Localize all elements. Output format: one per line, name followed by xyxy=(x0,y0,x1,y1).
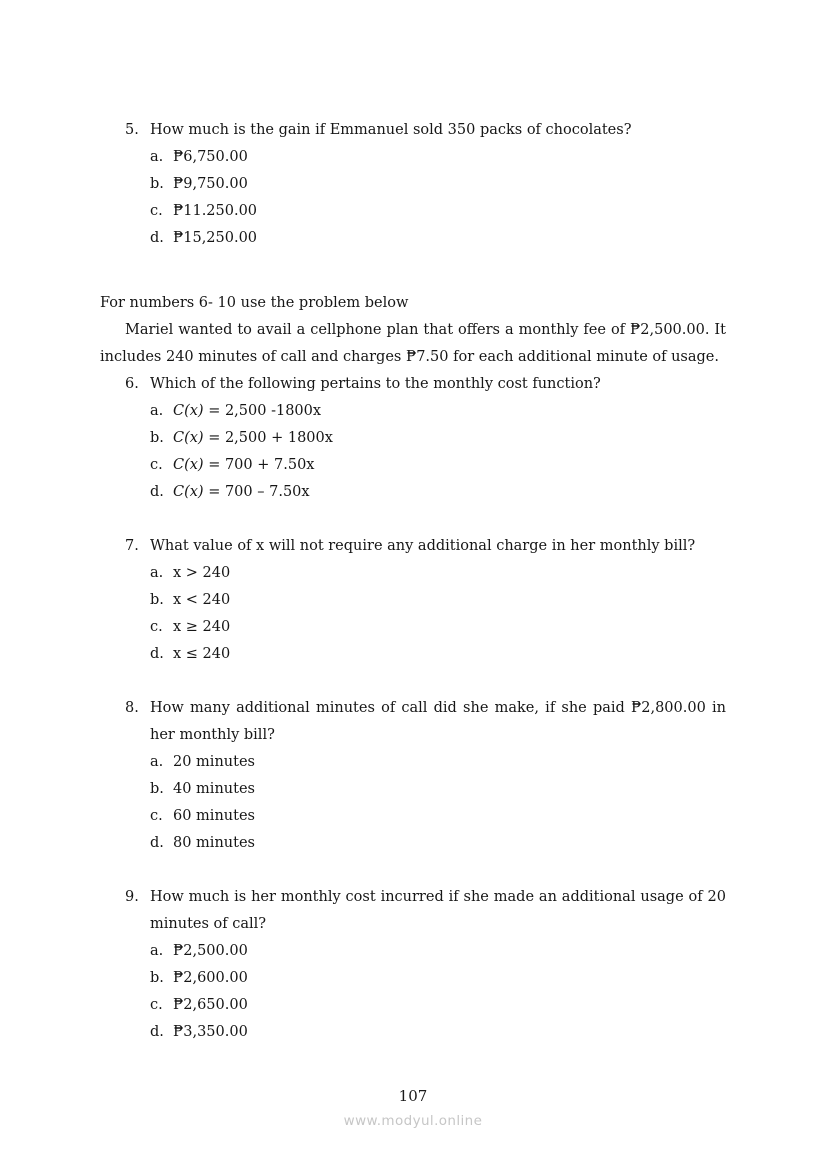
option-text: ₱15,250.00 xyxy=(173,230,258,246)
option-letter: a. xyxy=(150,754,164,770)
option-text: ₱2,650.00 xyxy=(173,997,248,1013)
option-letter: a. xyxy=(150,565,164,581)
options-list xyxy=(100,144,726,252)
option-letter: c. xyxy=(150,457,163,473)
question-line xyxy=(125,695,726,749)
options-list xyxy=(100,560,726,668)
option-b xyxy=(150,171,726,198)
option-letter: b. xyxy=(150,592,164,608)
option-letter: a. xyxy=(150,149,164,165)
option-letter: c. xyxy=(150,203,163,219)
function-notation: C(x) xyxy=(173,457,204,473)
options-list xyxy=(100,938,726,1046)
option-text: x ≤ 240 xyxy=(173,646,231,662)
problem-paragraph: Mariel wanted to avail a cellphone plan that offers a monthly fee of ₱2,500.00. It includes 240 minutes of call and charges ₱7.50 for each additional minute of usage. xyxy=(100,322,726,365)
option-text xyxy=(173,425,726,452)
option-text: x ≥ 240 xyxy=(173,619,231,635)
option-letter: b. xyxy=(150,781,164,797)
option-a xyxy=(150,560,726,587)
option-text: 60 minutes xyxy=(173,808,255,824)
option-text xyxy=(173,479,726,506)
option-letter: c. xyxy=(150,619,163,635)
option-a xyxy=(150,749,726,776)
question-line xyxy=(125,884,726,938)
question-number: 9. xyxy=(125,889,139,905)
option-b xyxy=(150,776,726,803)
option-text: x > 240 xyxy=(173,565,231,581)
option-letter: c. xyxy=(150,997,163,1013)
option-b xyxy=(150,587,726,614)
option-text: ₱3,350.00 xyxy=(173,1024,248,1040)
option-d xyxy=(150,479,726,506)
question-text: Which of the following pertains to the monthly cost function? xyxy=(150,376,601,392)
question-text: What value of x will not require any additional charge in her monthly bill? xyxy=(150,538,696,554)
option-a xyxy=(150,144,726,171)
option-a xyxy=(150,938,726,965)
question-9 xyxy=(100,884,726,1046)
page-number: 107 xyxy=(398,1087,428,1105)
question-6 xyxy=(100,371,726,506)
question-line xyxy=(125,533,726,560)
option-letter: d. xyxy=(150,835,164,851)
question-8 xyxy=(100,695,726,857)
option-equation: = 700 + 7.50x xyxy=(203,457,315,473)
option-c xyxy=(150,803,726,830)
option-c xyxy=(150,614,726,641)
question-text: How much is the gain if Emmanuel sold 350 packs of chocolates? xyxy=(150,122,632,138)
question-text: How many additional minutes of call did she make, if she paid ₱2,800.00 in her monthly bill? xyxy=(150,700,726,743)
option-c xyxy=(150,992,726,1019)
option-b xyxy=(150,965,726,992)
question-number: 8. xyxy=(125,700,139,716)
option-text xyxy=(173,398,726,425)
option-letter: b. xyxy=(150,430,164,446)
option-text xyxy=(173,452,726,479)
option-letter: d. xyxy=(150,646,164,662)
option-text: 20 minutes xyxy=(173,754,255,770)
watermark: www.modyul.online xyxy=(343,1113,483,1129)
function-notation: C(x) xyxy=(173,403,204,419)
question-7 xyxy=(100,533,726,668)
option-letter: d. xyxy=(150,230,164,246)
option-equation: = 2,500 -1800x xyxy=(203,403,322,419)
option-a xyxy=(150,398,726,425)
page-footer xyxy=(0,1086,826,1131)
question-number: 5. xyxy=(125,122,139,138)
question-number: 6. xyxy=(125,376,139,392)
option-text: ₱9,750.00 xyxy=(173,176,248,192)
question-5 xyxy=(100,117,726,252)
option-d xyxy=(150,830,726,857)
option-letter: d. xyxy=(150,484,164,500)
question-text: How much is her monthly cost incurred if she made an additional usage of 20 minutes of call? xyxy=(150,889,726,932)
options-list xyxy=(100,398,726,506)
option-letter: c. xyxy=(150,808,163,824)
option-d xyxy=(150,225,726,252)
option-letter: b. xyxy=(150,176,164,192)
option-text: ₱6,750.00 xyxy=(173,149,248,165)
option-text: ₱11.250.00 xyxy=(173,203,258,219)
option-text: 80 minutes xyxy=(173,835,255,851)
section-intro-heading: For numbers 6- 10 use the problem below xyxy=(100,295,409,311)
option-equation: = 2,500 + 1800x xyxy=(203,430,333,446)
option-letter: a. xyxy=(150,403,164,419)
option-equation: = 700 – 7.50x xyxy=(203,484,310,500)
option-d xyxy=(150,641,726,668)
option-text: ₱2,600.00 xyxy=(173,970,248,986)
function-notation: C(x) xyxy=(173,484,204,500)
option-b xyxy=(150,425,726,452)
question-line xyxy=(125,117,726,144)
option-text: 40 minutes xyxy=(173,781,255,797)
option-text: x < 240 xyxy=(173,592,231,608)
question-number: 7. xyxy=(125,538,139,554)
option-c xyxy=(150,452,726,479)
option-text: ₱2,500.00 xyxy=(173,943,248,959)
question-line xyxy=(125,371,726,398)
option-letter: d. xyxy=(150,1024,164,1040)
option-letter: a. xyxy=(150,943,164,959)
option-d xyxy=(150,1019,726,1046)
function-notation: C(x) xyxy=(173,430,204,446)
options-list xyxy=(100,749,726,857)
option-c xyxy=(150,198,726,225)
option-letter: b. xyxy=(150,970,164,986)
